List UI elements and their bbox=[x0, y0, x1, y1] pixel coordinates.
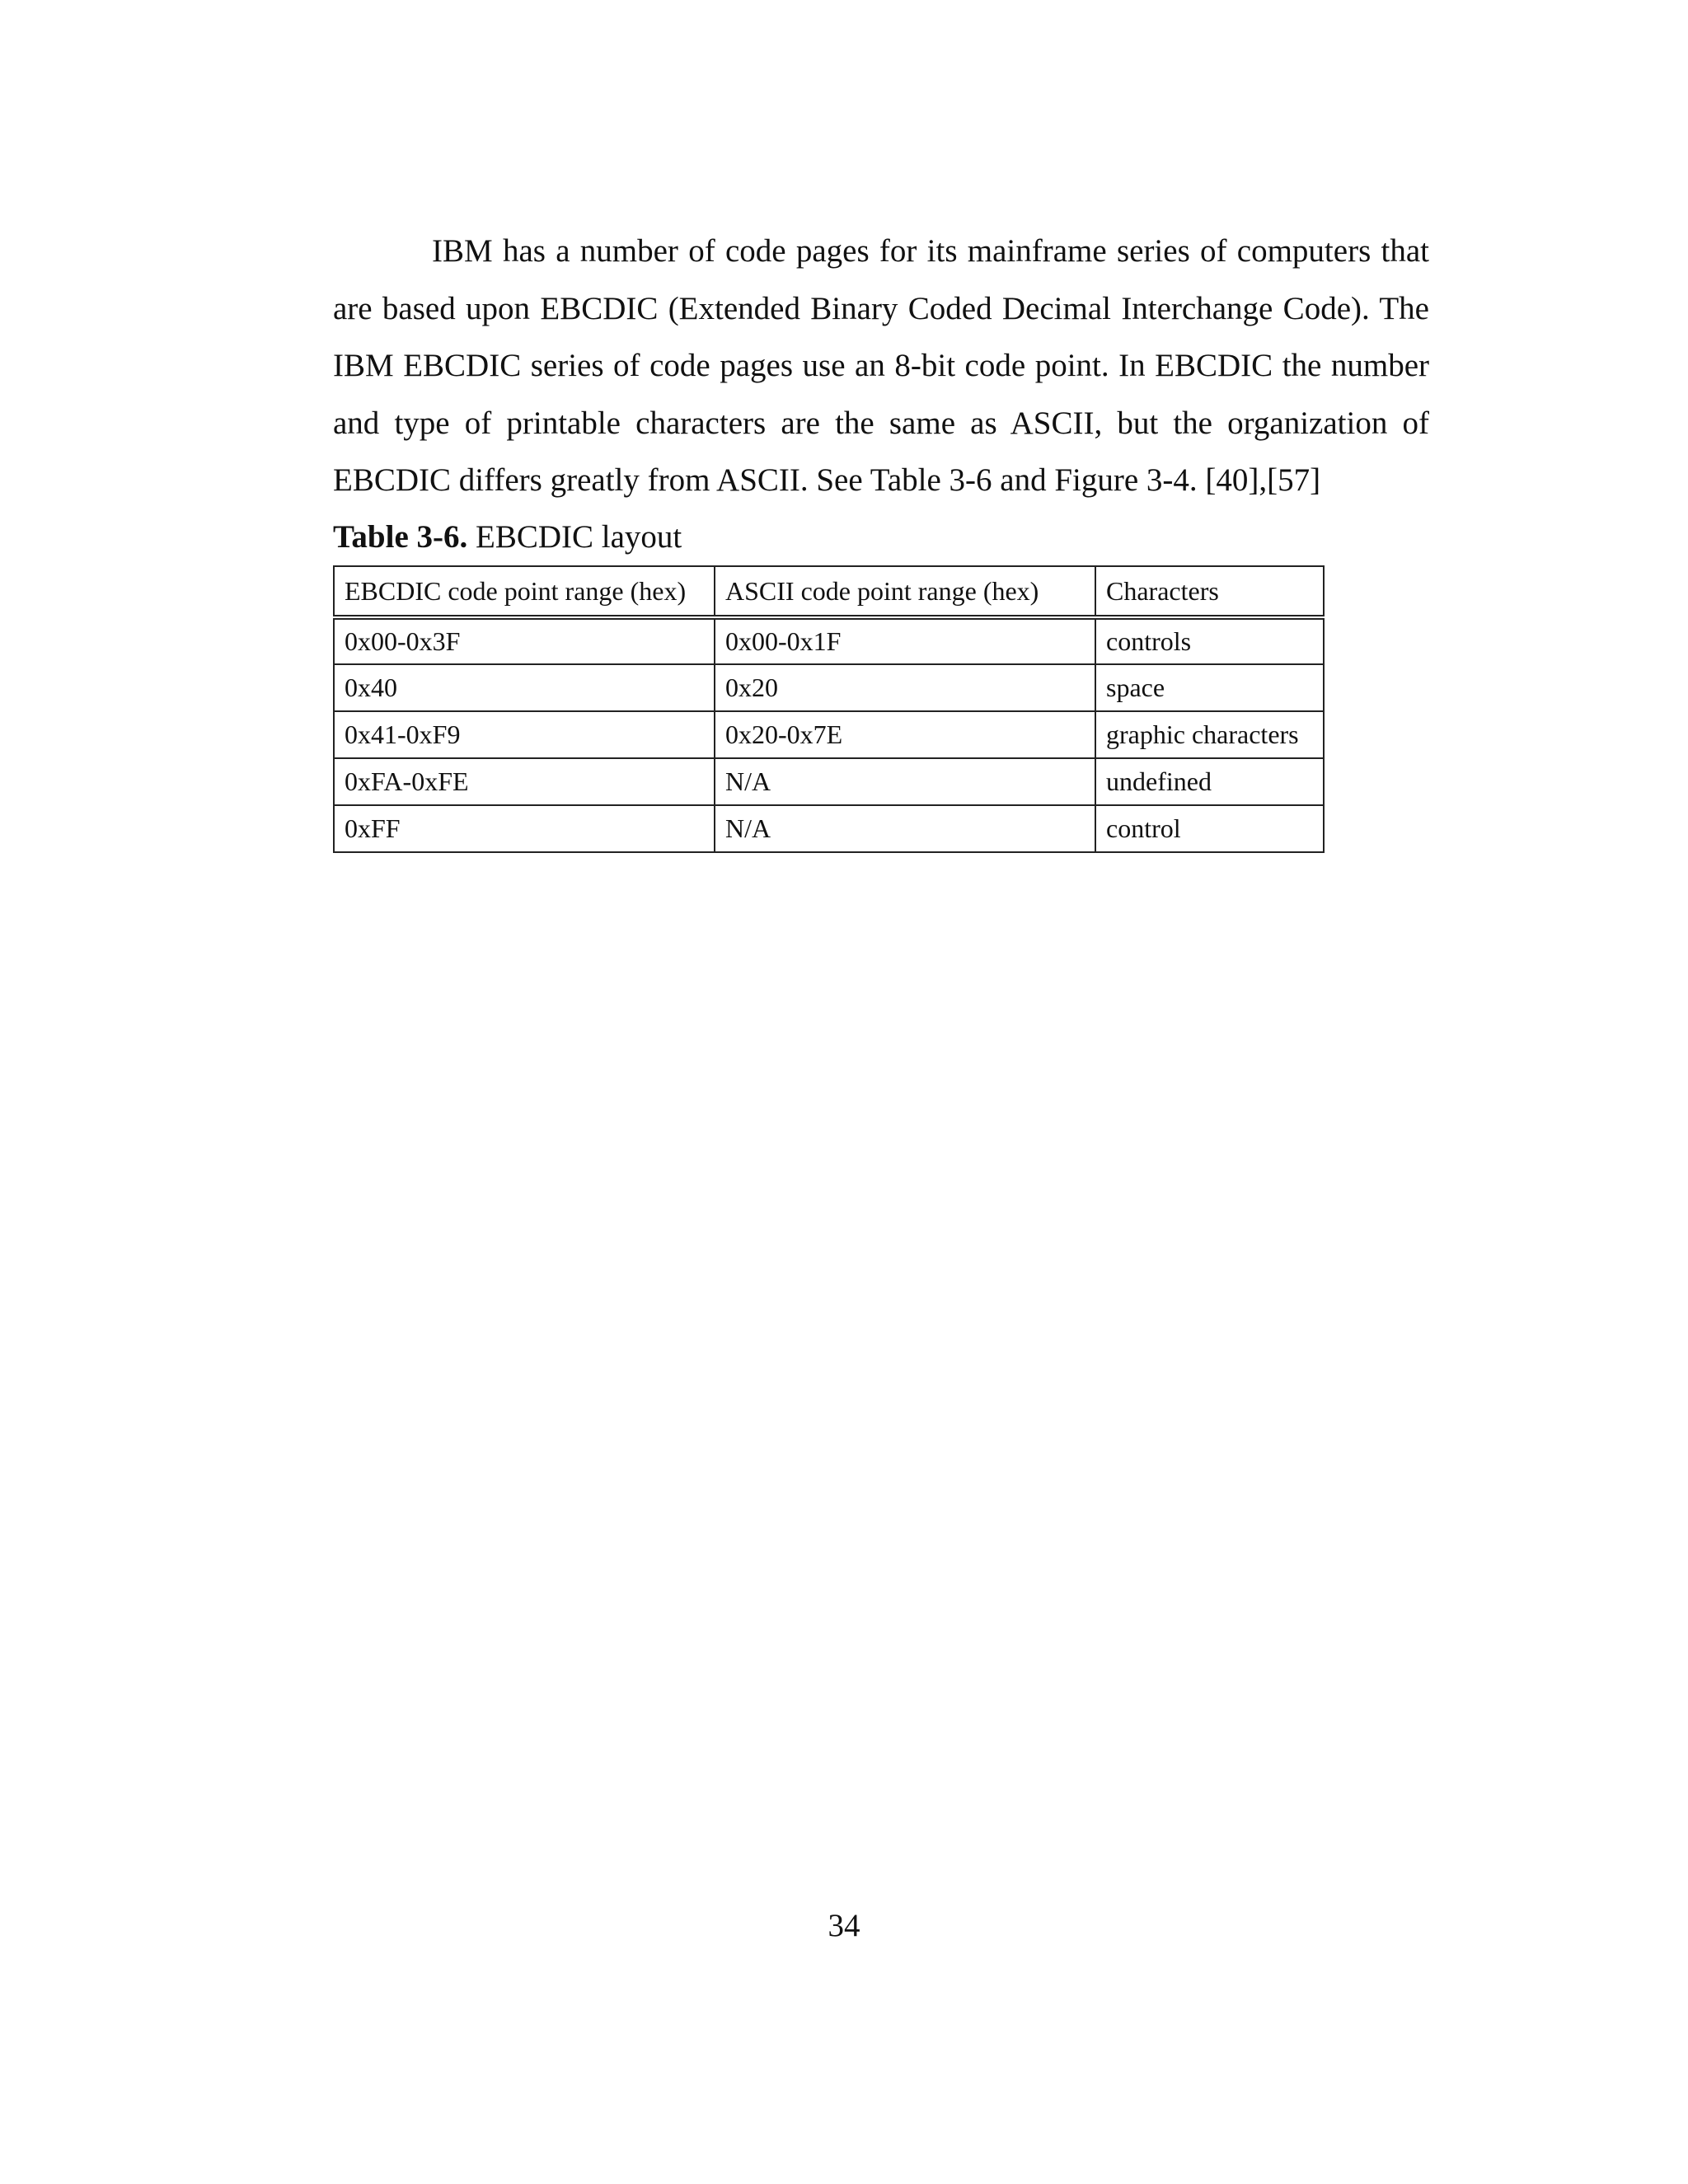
table-row bbox=[334, 805, 1324, 852]
cell-ebcdic-range: 0x41-0xF9 bbox=[334, 711, 715, 758]
cell-ebcdic-range: 0x40 bbox=[334, 664, 715, 711]
cell-ebcdic-range: 0xFA-0xFE bbox=[334, 758, 715, 805]
cell-ascii-range: N/A bbox=[715, 805, 1095, 852]
table-caption-text: EBCDIC layout bbox=[467, 519, 682, 555]
cell-characters: control bbox=[1095, 805, 1324, 852]
header-ascii-range: ASCII code point range (hex) bbox=[715, 566, 1095, 617]
table-caption-label: Table 3-6. bbox=[333, 519, 468, 555]
header-ebcdic-range: EBCDIC code point range (hex) bbox=[334, 566, 715, 617]
ebcdic-layout-table bbox=[333, 565, 1325, 853]
cell-characters: graphic characters bbox=[1095, 711, 1324, 758]
cell-ebcdic-range: 0xFF bbox=[334, 805, 715, 852]
cell-characters: controls bbox=[1095, 617, 1324, 664]
page-number: 34 bbox=[828, 1908, 860, 1943]
table-row bbox=[334, 711, 1324, 758]
table-row bbox=[334, 758, 1324, 805]
cell-ascii-range: 0x20 bbox=[715, 664, 1095, 711]
body-paragraph: IBM has a number of code pages for its mainframe series of computers that are based upon EBCDIC (Extended Binary Coded Decimal Interchange Code). The IBM EBCDIC series of code pages use an 8-bit code point. In EBCDIC the number and type of printable characters are the same as ASCII, but the organization of EBCDIC differs greatly from ASCII. See Table 3-6 and Figure 3-4. [40],[57] bbox=[333, 233, 1429, 498]
cell-characters: undefined bbox=[1095, 758, 1324, 805]
cell-ascii-range: N/A bbox=[715, 758, 1095, 805]
table-caption bbox=[333, 516, 682, 559]
cell-ebcdic-range: 0x00-0x3F bbox=[334, 617, 715, 664]
table-row bbox=[334, 664, 1324, 711]
cell-ascii-range: 0x00-0x1F bbox=[715, 617, 1095, 664]
cell-ascii-range: 0x20-0x7E bbox=[715, 711, 1095, 758]
cell-characters: space bbox=[1095, 664, 1324, 711]
header-characters: Characters bbox=[1095, 566, 1324, 617]
table-header-row bbox=[334, 566, 1324, 617]
table-row bbox=[334, 617, 1324, 664]
